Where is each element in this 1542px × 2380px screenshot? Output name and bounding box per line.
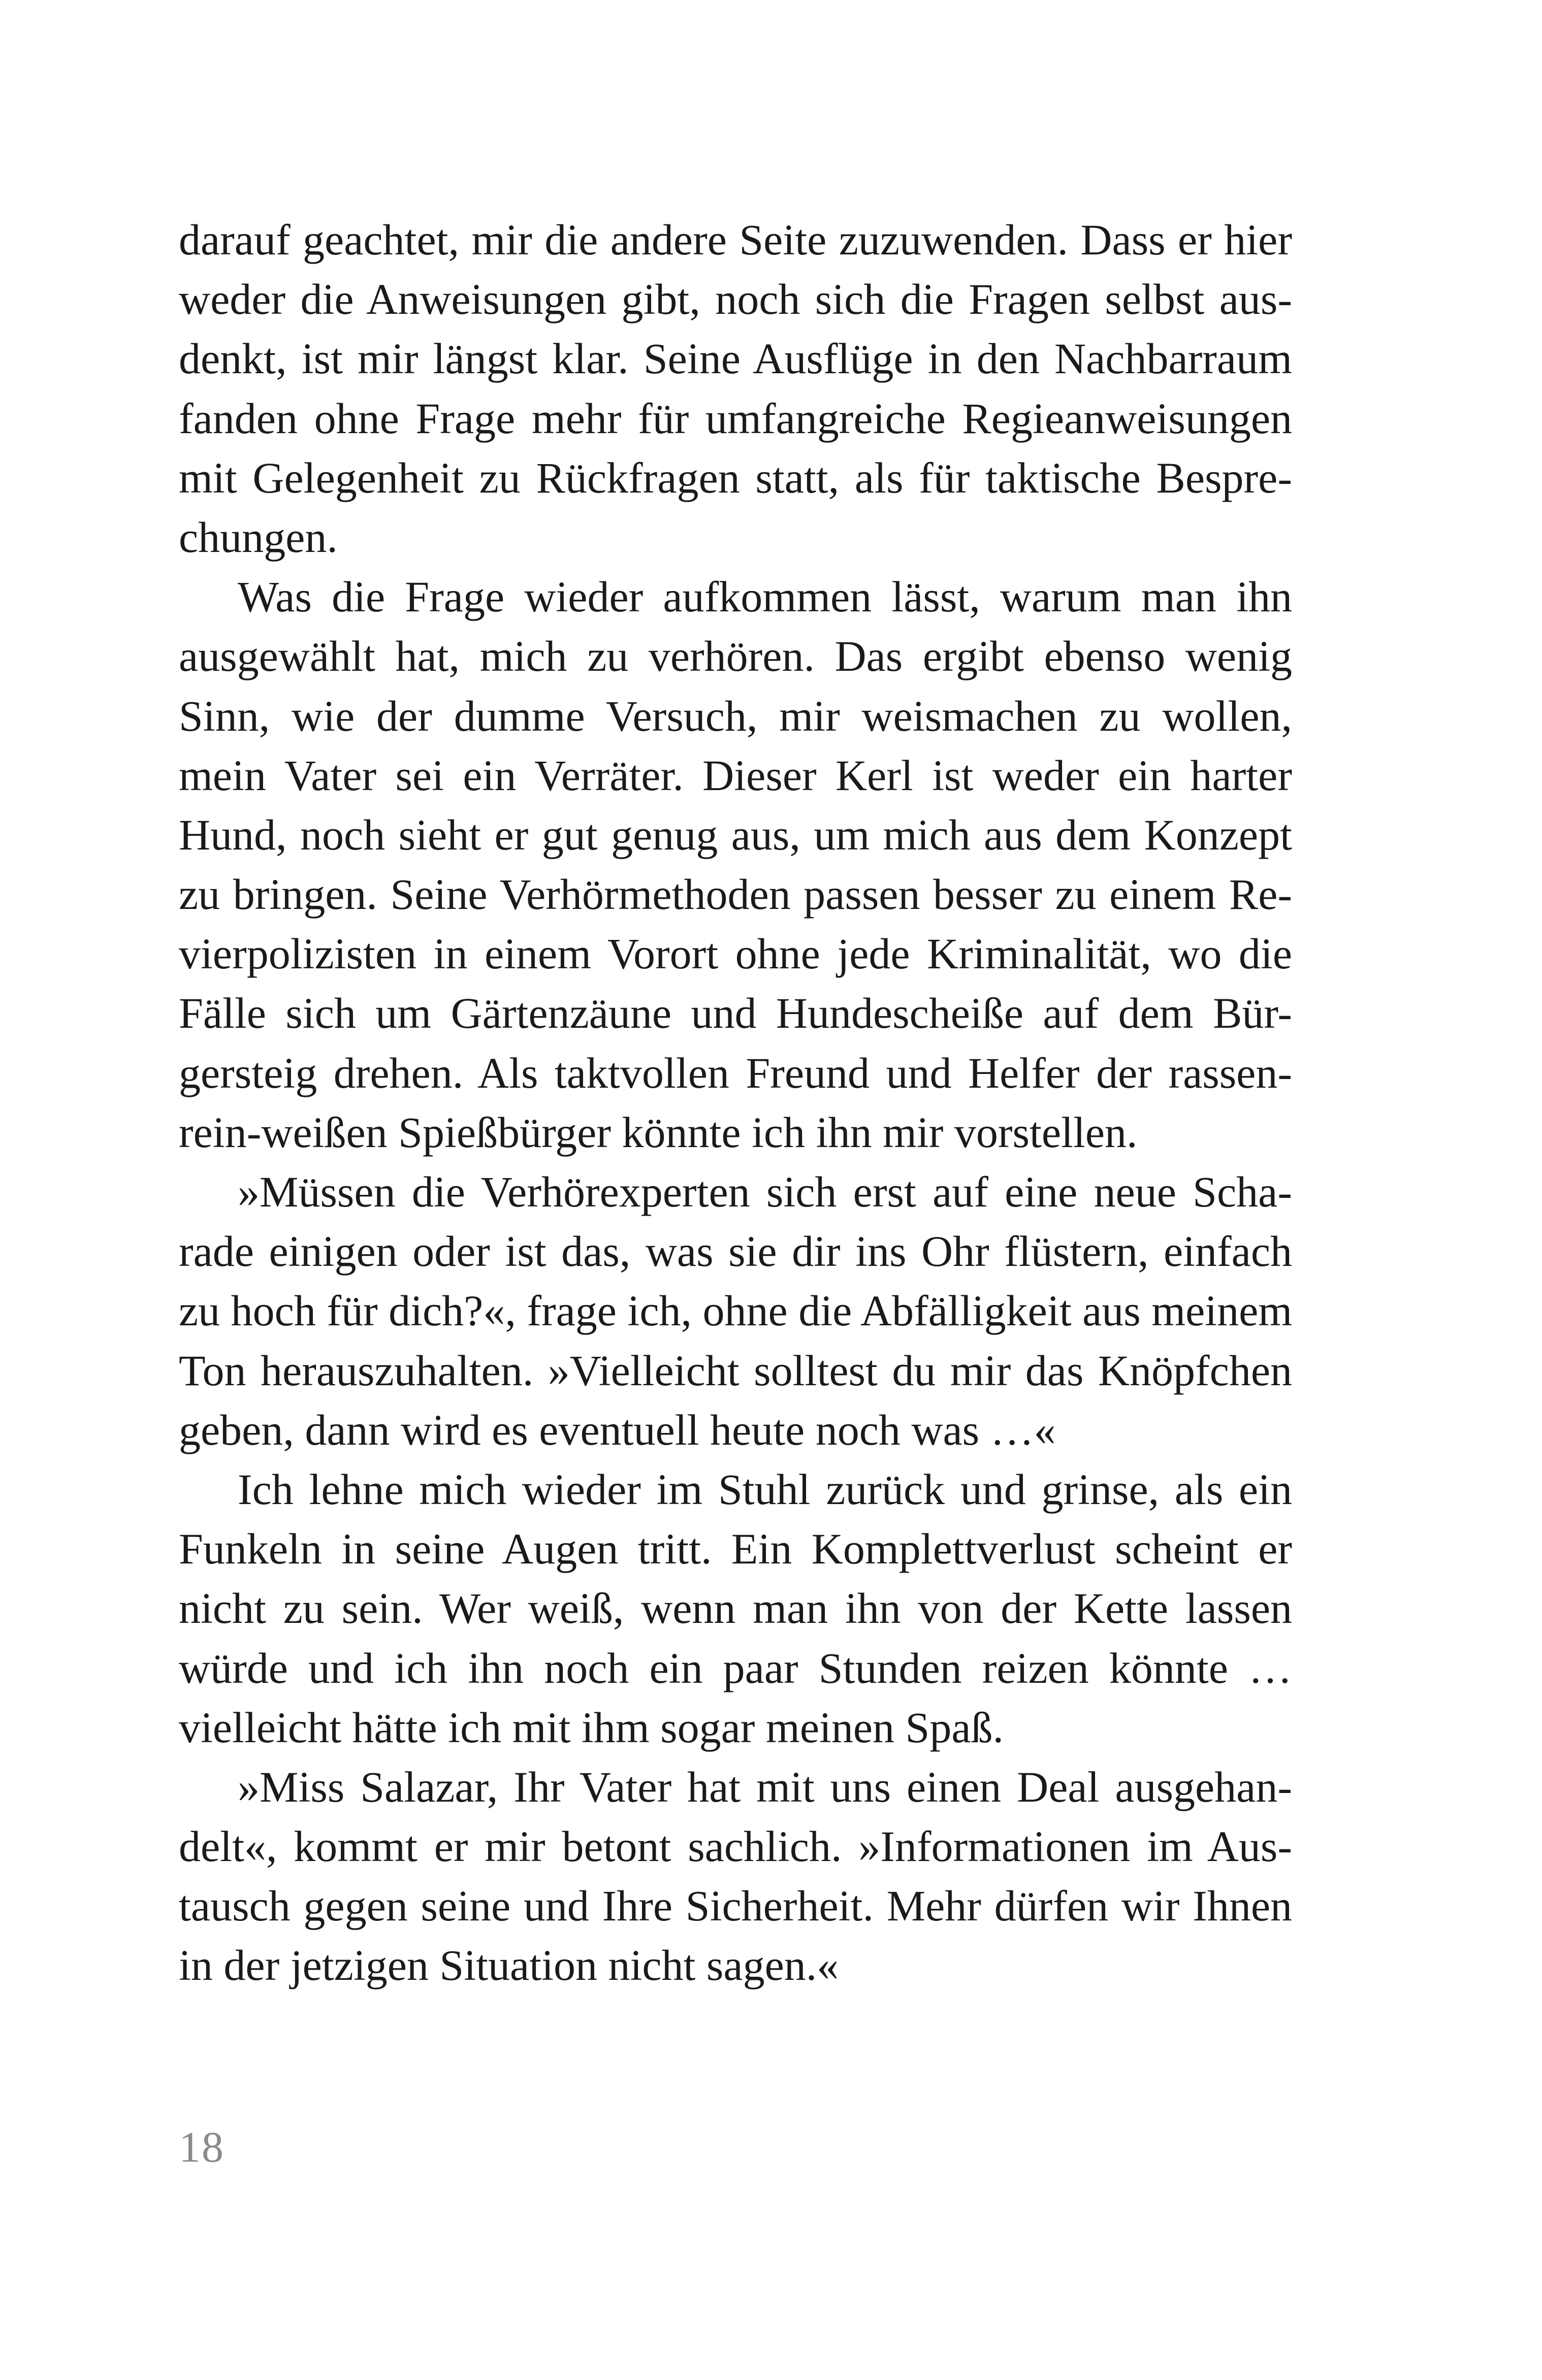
text-line: Ton herauszuhalten. »Vielleicht solltest du mir das Knöpfchen	[179, 1346, 1292, 1395]
text-line: in der jetzigen Situation nicht sagen.«	[179, 1941, 839, 1990]
page-number: 18	[179, 2123, 224, 2171]
text-line: fanden ohne Frage mehr für umfangreiche Regieanweisungen	[179, 394, 1292, 443]
text-line: darauf geachtet, mir die andere Seite zuzuwenden. Dass er hier	[179, 215, 1292, 264]
text-line: Funkeln in seine Augen tritt. Ein Komplettverlust scheint er	[179, 1524, 1292, 1574]
text-line: zu bringen. Seine Verhörmethoden passen besser zu einem Re-	[179, 870, 1292, 919]
text-line: würde und ich ihn noch ein paar Stunden reizen könnte …	[179, 1643, 1292, 1692]
text-line: chungen.	[179, 512, 338, 562]
text-line: nicht zu sein. Wer weiß, wenn man ihn von der Kette lassen	[179, 1584, 1292, 1633]
text-line: »Miss Salazar, Ihr Vater hat mit uns einen Deal ausgehan-	[238, 1762, 1292, 1811]
text-line: »Müssen die Verhörexperten sich erst auf eine neue Scha-	[238, 1167, 1292, 1216]
text-line: delt«, kommt er mir betont sachlich. »Informationen im Aus-	[179, 1822, 1292, 1871]
text-line: vierpolizisten in einem Vorort ohne jede Kriminalität, wo die	[179, 929, 1292, 979]
text-line: vielleicht hätte ich mit ihm sogar meinen Spaß.	[179, 1703, 1004, 1752]
text-line: geben, dann wird es eventuell heute noch was …«	[179, 1405, 1056, 1454]
body-text	[179, 210, 1292, 1996]
text-line: denkt, ist mir längst klar. Seine Ausflüge in den Nachbarraum	[179, 334, 1292, 383]
text-line: Hund, noch sieht er gut genug aus, um mich aus dem Konzept	[179, 810, 1292, 859]
text-line: tausch gegen seine und Ihre Sicherheit. Mehr dürfen wir Ihnen	[179, 1881, 1292, 1931]
text-line: zu hoch für dich?«, frage ich, ohne die Abfälligkeit aus meinem	[179, 1286, 1293, 1335]
text-line: mit Gelegenheit zu Rückfragen statt, als für taktische Bespre-	[179, 453, 1292, 502]
text-line: Was die Frage wieder aufkommen lässt, warum man ihn	[238, 572, 1292, 622]
text-line: rade einigen oder ist das, was sie dir ins Ohr flüstern, einfach	[179, 1227, 1292, 1276]
text-line: Sinn, wie der dumme Versuch, mir weismachen zu wollen,	[179, 691, 1292, 740]
text-line: ausgewählt hat, mich zu verhören. Das ergibt ebenso wenig	[179, 632, 1292, 681]
text-line: rein-weißen Spießbürger könnte ich ihn mir vorstellen.	[179, 1107, 1138, 1157]
text-line: Fälle sich um Gärtenzäune und Hundescheiße auf dem Bür-	[179, 989, 1292, 1038]
text-line: mein Vater sei ein Verräter. Dieser Kerl ist weder ein harter	[179, 751, 1292, 800]
text-line: weder die Anweisungen gibt, noch sich die Fragen selbst aus-	[179, 275, 1292, 324]
text-line: Ich lehne mich wieder im Stuhl zurück und grinse, als ein	[238, 1464, 1292, 1514]
text-line: gersteig drehen. Als taktvollen Freund und Helfer der rassen-	[179, 1048, 1292, 1097]
